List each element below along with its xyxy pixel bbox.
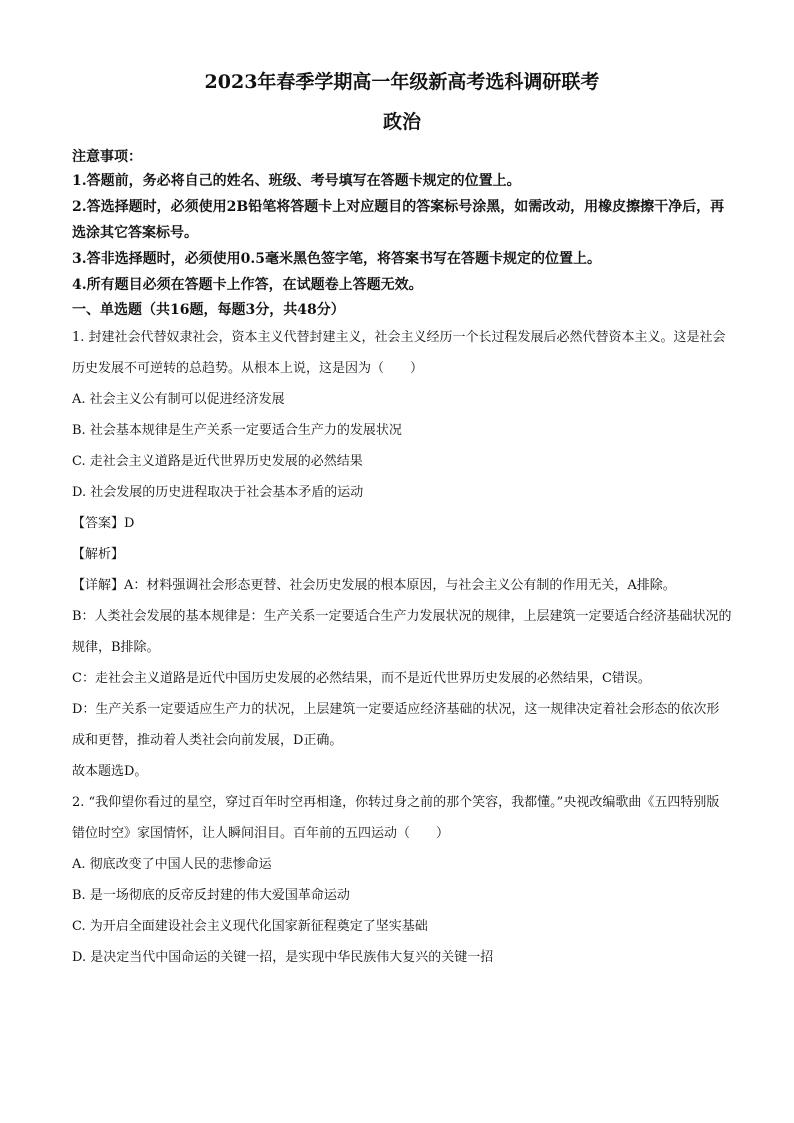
option-d: D. 是决定当代中国命运的关键一招，是实现中华民族伟大复兴的关键一招 [72, 950, 494, 965]
analysis-paragraph: C：走社会主义道路是近代中国历史发展的必然结果，而不是近代世界历史发展的必然结果，C错误。 [72, 671, 651, 686]
question-stem: 2. “我仰望你看过的星空，穿过百年时空再相逢，你转过身之前的那个笑容，我都懂。”央视改编歌曲《五四特别版错位时空》家国情怀，让人瞬间泪目。百年前的五四运动（ ） [72, 795, 720, 841]
option-c: C. 为开启全面建设社会主义现代化国家新征程奠定了坚实基础 [72, 919, 428, 934]
option-b: B. 社会基本规律是生产关系一定要适合生产力的发展状况 [72, 423, 402, 438]
notice-heading: 注意事项： [72, 149, 142, 165]
option-b: B. 是一场彻底的反帝反封建的伟大爱国革命运动 [72, 888, 350, 903]
notice-item: 3.答非选择题时，必须使用0.5毫米黑色签字笔，将答案书写在答题卡规定的位置上。 [72, 251, 601, 267]
question-2 [72, 787, 732, 973]
analysis-conclusion: 故本题选D。 [72, 764, 148, 779]
notice-item: 2.答选择题时，必须使用2B铅笔将答题卡上对应题目的答案标号涂黑，如需改动，用橡皮擦擦干净后，再选涂其它答案标号。 [72, 199, 725, 241]
question-1 [72, 322, 732, 787]
analysis-label: 【解析】 [72, 547, 125, 562]
notice-item: 4.所有题目必须在答题卡上作答，在试题卷上答题无效。 [72, 277, 423, 293]
question-stem: 1. 封建社会代替奴隶社会，资本主义代替封建主义，社会主义经历一个长过程发展后必然代替资本主义。这是社会历史发展不可逆转的总趋势。从根本上说，这是因为（ ） [72, 330, 726, 376]
option-c: C. 走社会主义道路是近代世界历史发展的必然结果 [72, 454, 363, 469]
notice-item: 1.答题前，务必将自己的姓名、班级、考号填写在答题卡规定的位置上。 [72, 173, 521, 189]
answer-label: 【答案】D [72, 516, 135, 531]
section-title: 一、单选题（共16题，每题3分，共48分） [72, 302, 345, 318]
subject-title: 政治 [382, 111, 421, 133]
option-d: D. 社会发展的历史进程取决于社会基本矛盾的运动 [72, 485, 364, 500]
option-a: A. 彻底改变了中国人民的悲惨命运 [72, 857, 272, 872]
analysis-paragraph: 【详解】A：材料强调社会形态更替、社会历史发展的根本原因，与社会主义公有制的作用无关，A排除。 [72, 578, 676, 593]
exam-title: 2023年春季学期高一年级新高考选科调研联考 [204, 71, 600, 93]
exam-page [72, 70, 732, 973]
notice-block [72, 146, 732, 298]
option-a: A. 社会主义公有制可以促进经济发展 [72, 392, 285, 407]
analysis-paragraph: D：生产关系一定要适应生产力的状况，上层建筑一定要适应经济基础的状况，这一规律决定着社会形态的依次形成和更替，推动着人类社会向前发展，D正确。 [72, 702, 720, 748]
analysis-paragraph: B：人类社会发展的基本规律是：生产关系一定要适合生产力发展状况的规律，上层建筑一定要适合经济基础状况的规律，B排除。 [72, 609, 732, 655]
